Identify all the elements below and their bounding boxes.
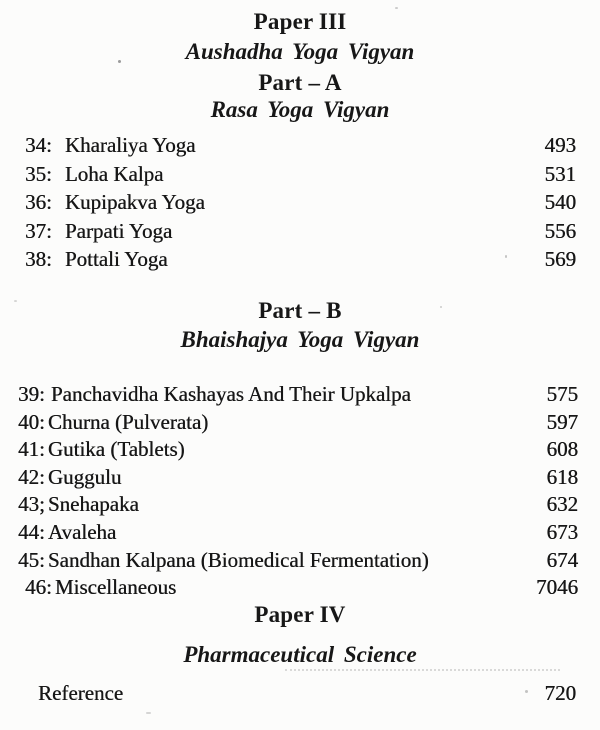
scan-speck: [525, 690, 528, 693]
entry-number: 44:: [18, 519, 45, 544]
entry-page-number: 493: [544, 133, 576, 157]
entry-title: Churna (Pulverata): [47, 409, 209, 434]
entry-title: Avaleha: [47, 519, 117, 544]
entry-number: 36:: [25, 190, 52, 215]
entry-number: 37:: [25, 218, 52, 243]
scan-speck: [395, 7, 398, 9]
toc-row: [18, 409, 578, 437]
toc-row: [18, 464, 578, 492]
toc-row: [25, 245, 576, 274]
scan-speck: [118, 60, 121, 63]
scan-streak: [285, 669, 560, 671]
entry-page-number: 569: [544, 247, 576, 272]
reference-page-number: 720: [544, 681, 576, 705]
paper-iv-title: Paper IV: [254, 602, 346, 627]
entry-title: Kharaliya Yoga: [64, 133, 196, 157]
paper-iii-title: Paper III: [253, 9, 347, 34]
scan-speck: [505, 255, 507, 258]
pharmaceutical-science-subtitle: Pharmaceutical Science: [183, 642, 417, 667]
entry-title: Parpati Yoga: [64, 218, 173, 243]
rasa-yoga-vigyan-subtitle: Rasa Yoga Vigyan: [210, 97, 390, 122]
toc-row: [18, 491, 578, 519]
toc-row: [18, 381, 578, 409]
entry-page-number: 531: [544, 161, 576, 186]
entry-number: 41:: [18, 437, 45, 462]
toc-row: [18, 574, 578, 602]
reference-label: Reference: [38, 681, 124, 705]
entry-page-number: 575: [546, 382, 578, 406]
entry-title: Pottali Yoga: [64, 247, 168, 272]
entry-page-number: 7046: [536, 575, 578, 600]
scan-speck: [146, 712, 151, 714]
part-b-title: Part – B: [258, 298, 342, 323]
entry-title: Gutika (Tablets): [47, 437, 185, 462]
entry-page-number: 597: [546, 409, 578, 434]
toc-row: [25, 217, 576, 246]
section-b-entry-list: [0, 381, 600, 602]
part-a-title: Part – A: [258, 70, 342, 95]
scan-speck: [440, 306, 442, 308]
entry-title: Loha Kalpa: [64, 161, 164, 186]
entry-number: 39:: [18, 382, 45, 406]
entry-page-number: 632: [546, 492, 578, 517]
entry-title: Miscellaneous: [54, 575, 177, 600]
section-a-entry-list: [0, 131, 600, 274]
toc-row: [18, 436, 578, 464]
scan-speck: [14, 300, 17, 302]
entry-page-number: 618: [546, 464, 578, 489]
bhaishajya-yoga-vigyan-subtitle: Bhaishajya Yoga Vigyan: [180, 327, 420, 352]
entry-number: 34:: [25, 133, 52, 157]
entry-number: 43;: [18, 492, 45, 517]
toc-row: [25, 131, 576, 160]
entry-page-number: 674: [546, 547, 578, 572]
entry-title: Kupipakva Yoga: [64, 190, 205, 215]
entry-number: 40:: [18, 409, 45, 434]
entry-page-number: 556: [544, 218, 576, 243]
entry-title: Panchavidha Kashayas And Their Upkalpa: [50, 382, 411, 406]
reference-row: [38, 679, 576, 707]
entry-number: 46:: [25, 575, 52, 600]
entry-page-number: 608: [546, 437, 578, 462]
entry-number: 42:: [18, 464, 45, 489]
toc-row: [25, 188, 576, 217]
entry-number: 35:: [25, 161, 52, 186]
aushadha-yoga-vigyan-subtitle: Aushadha Yoga Vigyan: [185, 39, 415, 64]
entry-title: Guggulu: [47, 464, 122, 489]
entry-page-number: 540: [544, 190, 576, 215]
entry-title: Snehapaka: [47, 492, 139, 517]
toc-row: [18, 547, 578, 575]
toc-row: [18, 519, 578, 547]
toc-row: [25, 160, 576, 189]
scan-speck: [75, 697, 78, 699]
entry-title: Sandhan Kalpana (Biomedical Fermentation): [47, 547, 429, 572]
entry-page-number: 673: [546, 519, 578, 544]
entry-number: 45:: [18, 547, 45, 572]
entry-number: 38:: [25, 247, 52, 272]
